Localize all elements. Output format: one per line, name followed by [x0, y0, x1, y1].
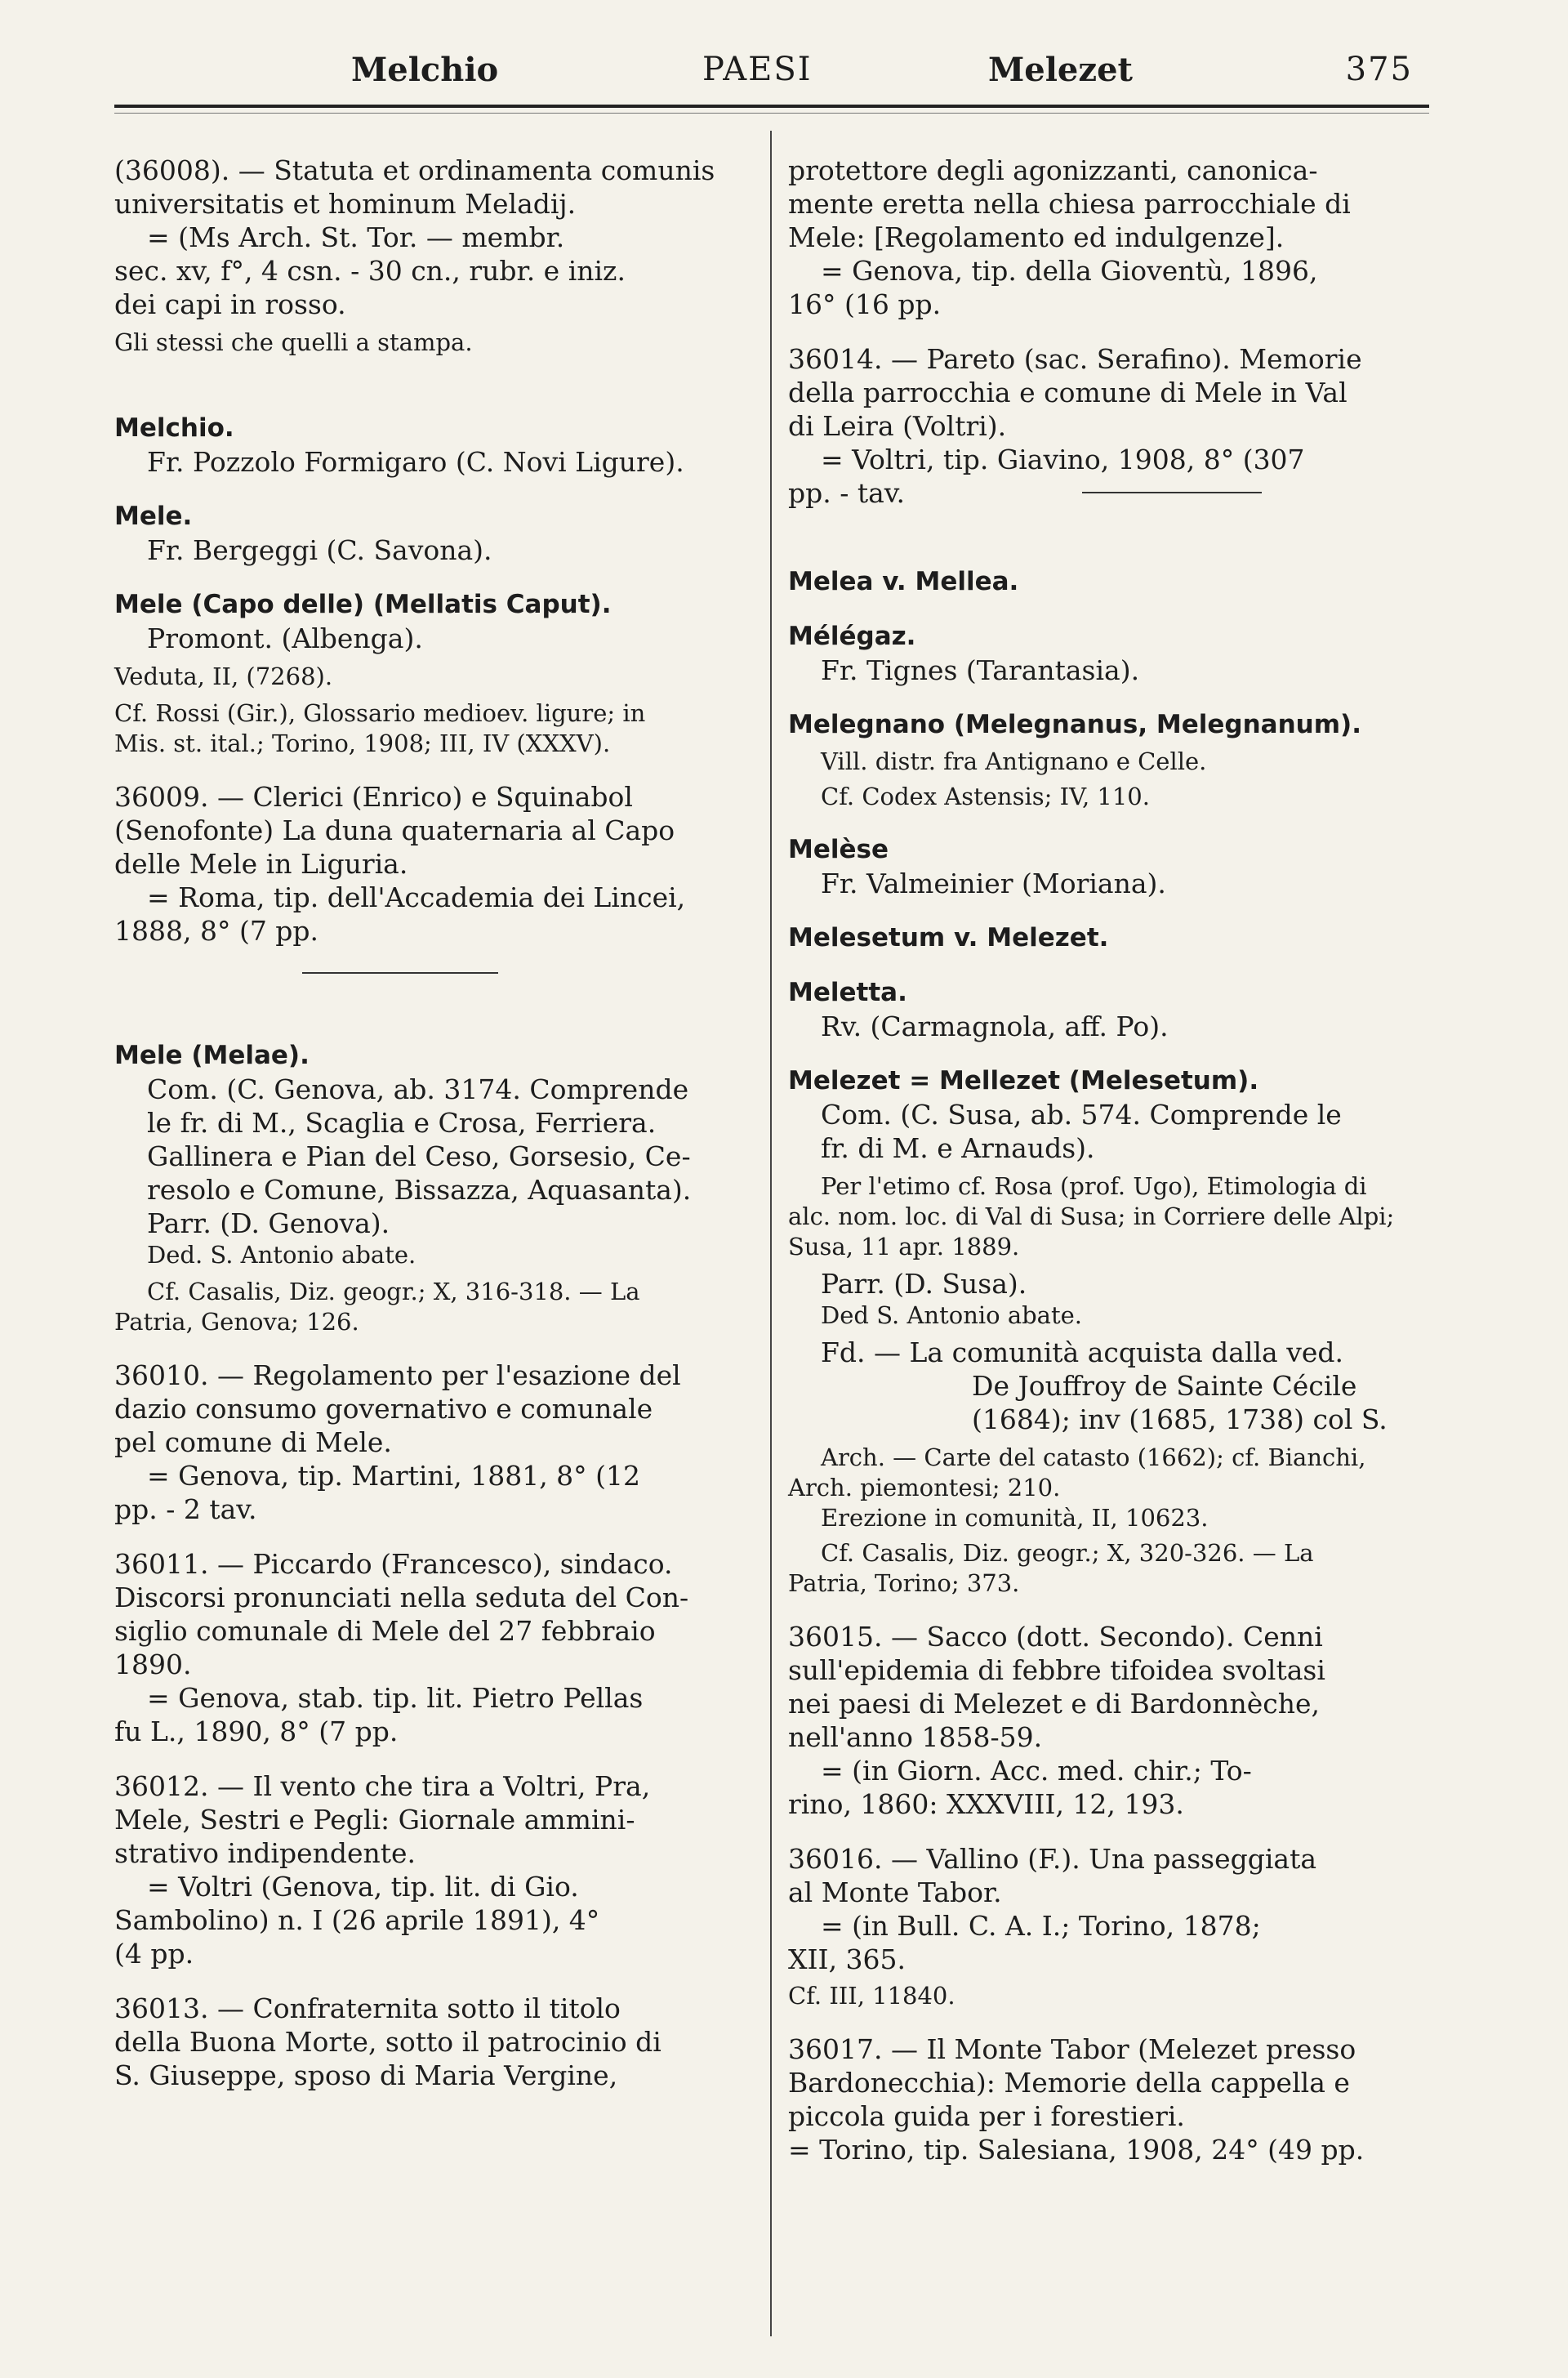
entry-line: = (in Bull. C. A. I.; Torino, 1878; — [821, 1910, 1261, 1942]
place-text: Rv. (Carmagnola, aff. Po). — [821, 1011, 1169, 1042]
entry-line: della Buona Morte, sotto il patrocinio di — [114, 2026, 662, 2058]
place-text: fr. di M. e Arnauds). — [821, 1132, 1095, 1164]
place-note: Per l'etimo cf. Rosa (prof. Ugo), Etimologia di — [821, 1172, 1367, 1200]
entry-line: dazio consumo governativo e comunale — [114, 1393, 653, 1425]
entry-line: al Monte Tabor. — [788, 1876, 1002, 1908]
header-rule-thin — [114, 113, 1429, 114]
entry-note: Gli stessi che quelli a stampa. — [114, 328, 473, 356]
header-rule — [114, 105, 1429, 108]
entry-line: 36009. — Clerici (Enrico) e Squinabol — [114, 781, 633, 813]
place-name: Mélégaz. — [788, 622, 916, 651]
running-head-center: PAESI — [702, 51, 813, 88]
entry-line: 36011. — Piccardo (Francesco), sindaco. — [114, 1548, 673, 1580]
entry-line: di Leira (Voltri). — [788, 410, 1007, 442]
left-column — [114, 154, 755, 2113]
entry-note: Cf. III, 11840. — [788, 1982, 956, 2010]
place-melegnano — [788, 708, 1433, 812]
place-note: Ded S. Antonio abate. — [821, 1301, 1083, 1329]
entry-36017 — [788, 2032, 1433, 2166]
entry-36013 — [114, 1992, 755, 2092]
place-note: Ded. S. Antonio abate. — [147, 1241, 416, 1269]
running-head-right: Melezet — [988, 51, 1134, 89]
section-rule — [302, 972, 498, 974]
place-name: Melesetum v. Melezet. — [788, 923, 1109, 953]
place-name: Melezet = Mellezet (Melesetum). — [788, 1066, 1259, 1095]
entry-line: = (in Giorn. Acc. med. chir.; To- — [821, 1755, 1252, 1787]
entry-line: Discorsi pronunciati nella seduta del Con- — [114, 1582, 689, 1613]
entry-line: nei paesi di Melezet e di Bardonnèche, — [788, 1688, 1321, 1720]
place-mele-melae — [114, 1039, 755, 1337]
place-note: Erezione in comunità, II, 10623. — [821, 1504, 1209, 1532]
place-text: Promont. (Albenga). — [147, 622, 423, 654]
entry-line: delle Mele in Liguria. — [114, 848, 408, 880]
entry-line: mente eretta nella chiesa parrocchiale di — [788, 188, 1351, 220]
section-rule — [1082, 492, 1262, 493]
entry-line: (4 pp. — [114, 1938, 194, 1970]
place-text: Fr. Pozzolo Formigaro (C. Novi Ligure). — [147, 446, 684, 478]
entry-line: = Genova, tip. della Gioventù, 1896, — [821, 255, 1318, 287]
place-note: alc. nom. loc. di Val di Susa; in Corriere delle Alpi; — [788, 1202, 1395, 1230]
place-mele-capo — [114, 588, 755, 759]
entry-line: Bardonecchia): Memorie della cappella e — [788, 2067, 1350, 2099]
entry-line: piccola guida per i forestieri. — [788, 2100, 1185, 2132]
entry-line: rino, 1860: XXXVIII, 12, 193. — [788, 1788, 1184, 1820]
entry-line: universitatis et hominum Meladij. — [114, 188, 577, 220]
entry-line: (36008). — Statuta et ordinamenta comunis — [114, 154, 715, 186]
place-note: Cf. Casalis, Diz. geogr.; X, 316-318. — La — [147, 1278, 640, 1305]
entry-line: strativo indipendente. — [114, 1837, 416, 1869]
entry-36011 — [114, 1547, 755, 1748]
entry-line: fu L., 1890, 8° (7 pp. — [114, 1715, 399, 1747]
entry-line: dei capi in rosso. — [114, 288, 346, 320]
place-melese — [788, 833, 1433, 900]
place-text: Parr. (D. Susa). — [821, 1268, 1027, 1300]
place-text: Com. (C. Genova, ab. 3174. Comprende — [147, 1073, 689, 1105]
entry-line: 36013. — Confraternita sotto il titolo — [114, 1992, 621, 2024]
place-mele — [114, 500, 755, 567]
place-text: Fd. — La comunità acquista dalla ved. — [821, 1336, 1344, 1368]
place-name: Melegnano (Melegnanus, Melegnanum). — [788, 710, 1361, 739]
place-text: (1684); inv (1685, 1738) col S. — [972, 1403, 1388, 1435]
entry-line: 36015. — Sacco (dott. Secondo). Cenni — [788, 1621, 1323, 1653]
entry-line: 36012. — Il vento che tira a Voltri, Pra, — [114, 1770, 651, 1802]
entry-36008 — [114, 154, 755, 358]
place-text: Gallinera e Pian del Ceso, Gorsesio, Ce- — [147, 1140, 691, 1172]
place-text: Fr. Bergeggi (C. Savona). — [147, 534, 492, 566]
entry-line: 36017. — Il Monte Tabor (Melezet presso — [788, 2033, 1356, 2065]
entry-line: XII, 365. — [788, 1943, 906, 1975]
entry-line: Sambolino) n. I (26 aprile 1891), 4° — [114, 1904, 600, 1936]
place-name: Meletta. — [788, 978, 907, 1007]
place-note: Patria, Torino; 373. — [788, 1569, 1020, 1597]
place-name: Mele. — [114, 502, 193, 531]
place-text: Fr. Tignes (Tarantasia). — [821, 654, 1140, 686]
place-note: Veduta, II, (7268). — [114, 663, 333, 690]
entry-36009 — [114, 780, 755, 948]
entry-line: 36016. — Vallino (F.). Una passeggiata — [788, 1843, 1317, 1875]
place-name: Mele (Melae). — [114, 1041, 310, 1070]
entry-line: sull'epidemia di febbre tifoidea svoltasi — [788, 1654, 1325, 1686]
entry-36010 — [114, 1359, 755, 1526]
place-melezet — [788, 1064, 1433, 1599]
running-head-left: Melchio — [351, 51, 499, 89]
place-note: Mis. st. ital.; Torino, 1908; III, IV (XXXV). — [114, 729, 611, 757]
place-note: Patria, Genova; 126. — [114, 1308, 359, 1336]
entry-36016 — [788, 1842, 1433, 2011]
entry-line: = Genova, tip. Martini, 1881, 8° (12 — [147, 1460, 641, 1492]
entry-line: = Roma, tip. dell'Accademia dei Lincei, — [147, 881, 686, 913]
entry-line: 1890. — [114, 1649, 192, 1680]
entry-36013-continued — [788, 154, 1433, 321]
place-note: Arch. — Carte del catasto (1662); cf. Bianchi, — [821, 1443, 1366, 1471]
place-meletta — [788, 976, 1433, 1043]
entry-line: nell'anno 1858-59. — [788, 1721, 1043, 1753]
place-text: De Jouffroy de Sainte Cécile — [972, 1370, 1357, 1402]
entry-line: = Voltri, tip. Giavino, 1908, 8° (307 — [821, 444, 1305, 475]
entry-line: pel comune di Mele. — [114, 1426, 392, 1458]
entry-line: pp. - 2 tav. — [114, 1493, 257, 1525]
place-name: Melchio. — [114, 413, 234, 443]
entry-line: 36010. — Regolamento per l'esazione del — [114, 1359, 681, 1391]
entry-36015 — [788, 1620, 1433, 1821]
place-note: Cf. Casalis, Diz. geogr.; X, 320-326. — La — [821, 1539, 1314, 1567]
place-note: Susa, 11 apr. 1889. — [788, 1233, 1020, 1260]
place-note: Cf. Codex Astensis; IV, 110. — [821, 783, 1150, 810]
running-head — [114, 51, 1421, 108]
place-note: Arch. piemontesi; 210. — [788, 1474, 1061, 1501]
entry-line: = Torino, tip. Salesiana, 1908, 24° (49 pp. — [788, 2134, 1365, 2166]
place-melesetum — [788, 921, 1433, 955]
entry-line: Mele, Sestri e Pegli: Giornale ammini- — [114, 1804, 635, 1836]
entry-line: 36014. — Pareto (sac. Serafino). Memorie — [788, 343, 1362, 375]
place-text: Vill. distr. fra Antignano e Celle. — [821, 747, 1207, 775]
entry-line: = Voltri (Genova, tip. lit. di Gio. — [147, 1871, 579, 1903]
place-melea — [788, 565, 1433, 599]
entry-36012 — [114, 1769, 755, 1970]
entry-line: sec. xv, f°, 4 csn. - 30 cn., rubr. e iniz. — [114, 255, 626, 287]
place-text: le fr. di M., Scaglia e Crosa, Ferriera. — [147, 1107, 657, 1139]
place-text: Com. (C. Susa, ab. 574. Comprende le — [821, 1099, 1342, 1131]
entry-line: pp. - tav. — [788, 477, 906, 509]
entry-line: 16° (16 pp. — [788, 288, 942, 320]
right-column — [788, 154, 1433, 2188]
entry-line: (Senofonte) La duna quaternaria al Capo — [114, 814, 675, 846]
place-melegaz — [788, 620, 1433, 687]
place-text: resolo e Comune, Bissazza, Aquasanta). — [147, 1174, 692, 1206]
entry-line: Mele: [Regolamento ed indulgenze]. — [788, 221, 1285, 253]
page-number: 375 — [1345, 51, 1413, 88]
entry-36014 — [788, 342, 1433, 510]
place-name: Mele (Capo delle) (Mellatis Caput). — [114, 590, 612, 619]
entry-line: 1888, 8° (7 pp. — [114, 915, 319, 947]
entry-line: = Genova, stab. tip. lit. Pietro Pellas — [147, 1682, 644, 1714]
place-name: Melea v. Mellea. — [788, 567, 1019, 596]
entry-line: siglio comunale di Mele del 27 febbraio — [114, 1615, 656, 1647]
place-name: Melèse — [788, 835, 889, 864]
place-melchio — [114, 412, 755, 479]
place-note: Cf. Rossi (Gir.), Glossario medioev. ligure; in — [114, 699, 646, 727]
column-divider — [770, 131, 772, 2336]
entry-line: S. Giuseppe, sposo di Maria Vergine, — [114, 2059, 618, 2091]
entry-line: della parrocchia e comune di Mele in Val — [788, 377, 1348, 408]
place-text: Fr. Valmeinier (Moriana). — [821, 868, 1166, 899]
place-text: Parr. (D. Genova). — [147, 1207, 390, 1239]
entry-line: protettore degli agonizzanti, canonica- — [788, 154, 1318, 186]
entry-line: = (Ms Arch. St. Tor. — membr. — [147, 221, 565, 253]
